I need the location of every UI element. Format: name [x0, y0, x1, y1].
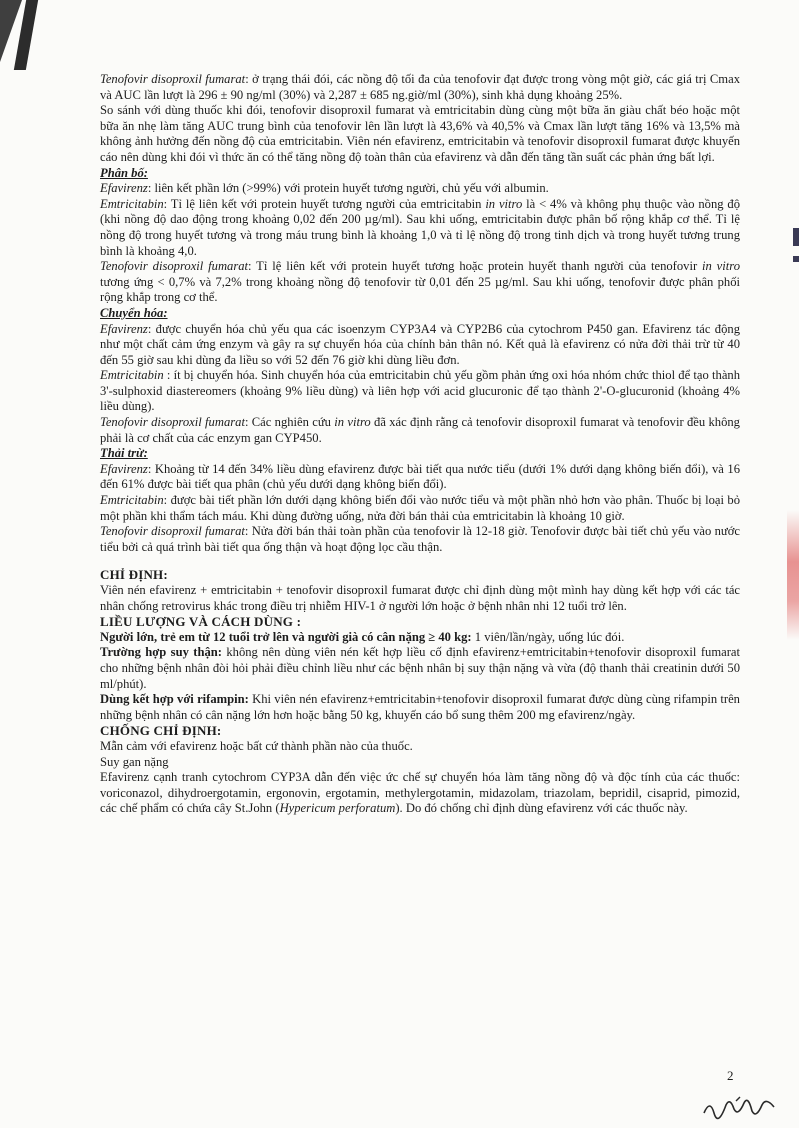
- chuyen-hoa-emtricitabin: [100, 368, 740, 415]
- text: : Tỉ lệ liên kết với protein huyết tương hoặc protein huyết thanh người của tenofovir: [248, 259, 703, 274]
- red-stamp-edge: [787, 510, 799, 640]
- text: đã xác định rằng cả tenofovir disoproxil fumarat và tenofovir đều không phải là cơ chất của các enzym gan CYP450.: [100, 415, 740, 445]
- phan-bo-efavirenz: [100, 181, 740, 197]
- handwritten-initials: [700, 1093, 778, 1121]
- text: : ít bị chuyển hóa. Sinh chuyển hóa của emtricitabin chủ yếu gồm phản ứng oxi hóa nhóm chức thiol để tạo thành 3'-sulphoxid diastereomers (khoảng 9% liều dùng) và liên hợp với acid glucuronic để tạo thành 2'-O-glucuronid (khoảng 4% liều dùng).: [100, 368, 740, 414]
- term: Tenofovir disoproxil fumarat: [100, 259, 249, 274]
- term: Tenofovir disoproxil fumarat: [100, 72, 246, 86]
- chuyen-hoa-efavirenz: [100, 322, 740, 369]
- label: Người lớn, trẻ em từ 12 tuổi trở lên và người già có cân nặng ≥ 40 kg:: [100, 629, 472, 644]
- lieu-luong-adult: [100, 630, 740, 646]
- text: : Nửa đời bán thải toàn phần của tenofovir là 12-18 giờ. Tenofovir được bài tiết chủ yếu vào nước tiểu bởi cả quá trình bài tiết qua ống thận và hoạt động lọc cầu thận.: [100, 524, 740, 554]
- in-vitro: in vitro: [485, 196, 523, 211]
- in-vitro: in vitro: [702, 259, 740, 274]
- text: Khi viên nén efavirenz+emtricitabin+tenofovir disoproxil fumarat được dùng cùng rifampin trên những bệnh nhân có cân nặng lớn hơn hoặc bằng 50 kg, khuyến cáo bổ sung thêm 200 mg efavirenz/ngày.: [100, 692, 740, 722]
- term: Emtricitabin: [100, 196, 164, 211]
- text: : liên kết phần lớn (>99%) với protein huyết tương người, chủ yếu với albumin.: [147, 181, 549, 196]
- heading-chuyen-hoa: Chuyển hóa:: [100, 305, 168, 320]
- text: tương ứng < 0,7% và 7,2% trong khoảng nồng độ tenofovir từ 0,01 đến 25 µg/ml. Sau khi uống, tenofovir được phân phối rộng khắp trong cơ thể.: [100, 274, 740, 305]
- document-body: [100, 72, 740, 817]
- thai-tru-efavirenz: [100, 462, 740, 493]
- page-number: 2: [727, 1068, 734, 1083]
- heading-thai-tru: Thải trừ:: [100, 446, 148, 461]
- lieu-luong-rifampin: [100, 692, 740, 723]
- text: : ở trạng thái đói, các nồng độ tối đa của tenofovir đạt được trong vòng một giờ, các giá trị Cmax và AUC lần lượt là 296 ± 90 ng/ml (30%) và 2,287 ± 685 ng.giờ/ml (30%), sinh khả dụng khoảng 25%.: [100, 72, 740, 102]
- text: không nên dùng viên nén kết hợp liều cố định efavirenz+emtricitabin+tenofovir disoproxil fumarat cho những bệnh nhân đòi hỏi phải điều chỉnh liều như các bệnh nhân bị suy thận nặng và vừa (độ thanh thải creatinin dưới 50 ml/phút).: [100, 645, 740, 691]
- heading-lieu-luong: LIỀU LƯỢNG VÀ CÁCH DÙNG :: [100, 614, 302, 630]
- text: : được bài tiết phần lớn dưới dạng không biến đổi vào nước tiểu và một phần nhỏ hơn vào phân. Thuốc bị loại bỏ một phần khi thẩm tách máu. Khi dùng đường uống, nửa đời bán thải của emtricitabin là khoảng 10 giờ.: [100, 493, 740, 523]
- heading-chi-dinh: CHỈ ĐỊNH:: [100, 567, 168, 583]
- scan-edge-mark: [793, 256, 799, 262]
- term: Emtricitabin: [100, 493, 164, 508]
- text: 1 viên/lần/ngày, uống lúc đói.: [471, 629, 625, 644]
- lieu-luong-renal: [100, 645, 740, 692]
- label: Dùng kết hợp với rifampin:: [100, 692, 249, 707]
- chong-chi-dinh-paragraph: [100, 770, 740, 817]
- text: ). Do đó chống chỉ định dùng efavirenz với các thuốc này.: [395, 801, 688, 816]
- text: là < 4% và không phụ thuộc vào nồng độ (khi nồng độ dao động trong khoảng 0,02 đến 200 µg/ml). Sau khi uống, emtricitabin được phân bố rộng khắp cơ thể. Tỉ lệ nồng độ trong huyết tương và trong máu trung bình là khoảng 1,0 và tỉ lệ nồng độ trong tinh dịch và trong huyết tương trung bình là khoảng 4,0.: [100, 196, 740, 258]
- thai-tru-emtricitabin: [100, 493, 740, 524]
- text: Efavirenz cạnh tranh cytochrom CYP3A dẫn đến việc ức chế sự chuyển hóa làm tăng nồng độ và độc tính của các thuốc: voriconazol, dihydroergotamin, ergonovin, ergotamin, methylergotamin, midazolam, triazolam, bepridil, cisaprid, pimozid, các chế phẩm có chứa cây St.John (: [100, 770, 740, 816]
- pk-paragraph-tenofovir: [100, 72, 740, 103]
- pk-paragraph-food: [100, 103, 740, 165]
- phan-bo-tenofovir: [100, 259, 740, 306]
- term: Efavirenz: [100, 461, 148, 476]
- thai-tru-tenofovir: [100, 524, 740, 555]
- text: : Tỉ lệ liên kết với protein huyết tương người của emtricitabin: [163, 196, 486, 211]
- text: : Khoảng từ 14 đến 34% liều dùng efavirenz được bài tiết qua nước tiểu (dưới 1% dưới dạng không biến đổi), và 16 đến 61% được bài tiết qua phân (chủ yếu dưới dạng không biến đổi).: [100, 461, 740, 492]
- text: So sánh với dùng thuốc khi đói, tenofovir disoproxil fumarat và emtricitabin dùng cùng một bữa ăn giàu chất béo hoặc một bữa ăn nhẹ làm tăng AUC trung bình của tenofovir lên lần lượt là 43,6% và 40,5% và Cmax lần lượt tăng 16% và 13,5% mà không ảnh hưởng đến nồng độ của emtricitabin. Viên nén efavirenz, emtricitabin và tenofovir disoproxil fumarat được khuyến cáo nên dùng khi đói vì thức ăn có thể tăng nồng độ toàn thân của efavirenz và dẫn đến tăng tần suất các phản ứng bất lợi.: [100, 103, 740, 164]
- heading-chong-chi-dinh: CHỐNG CHỈ ĐỊNH:: [100, 723, 222, 739]
- text: : được chuyển hóa chủ yếu qua các isoenzym CYP3A4 và CYP2B6 của cytochrom P450 gan. Efavirenz tác động như một chất cảm ứng enzym và gây ra sự chuyển hóa của chính bản thân nó. Kết quả là efavirenz có nửa đời thải trừ từ 40 đến 55 giờ sau khi dùng đa liều so với 52 đến 76 giờ khi dùng liều đơn.: [100, 321, 740, 367]
- chi-dinh-text: Viên nén efavirenz + emtricitabin + tenofovir disoproxil fumarat được chỉ định dùng một mình hay dùng kết hợp với các tác nhân chống retrovirus khác trong điều trị nhiễm HIV-1 ở người lớn hoặc ở bệnh nhân nhi 12 tuổi trở lên.: [100, 583, 740, 613]
- term: Tenofovir disoproxil fumarat: [100, 415, 245, 430]
- term: Efavirenz: [100, 181, 148, 196]
- phan-bo-emtricitabin: [100, 197, 740, 259]
- term: Emtricitabin: [100, 368, 164, 383]
- term: Tenofovir disoproxil fumarat: [100, 524, 245, 539]
- in-vitro: in vitro: [334, 415, 371, 430]
- label: Trường hợp suy thận:: [100, 645, 222, 660]
- chuyen-hoa-tenofovir: [100, 415, 740, 446]
- chong-chi-dinh-line2: Suy gan nặng: [100, 754, 169, 769]
- chong-chi-dinh-line1: Mẫn cảm với efavirenz hoặc bất cứ thành phần nào của thuốc.: [100, 738, 413, 753]
- latin-name: Hypericum perforatum: [279, 801, 396, 816]
- term: Efavirenz: [100, 321, 148, 336]
- scan-edge-mark: [793, 228, 799, 246]
- text: : Các nghiên cứu: [244, 415, 335, 430]
- heading-phan-bo: Phân bố:: [100, 165, 148, 180]
